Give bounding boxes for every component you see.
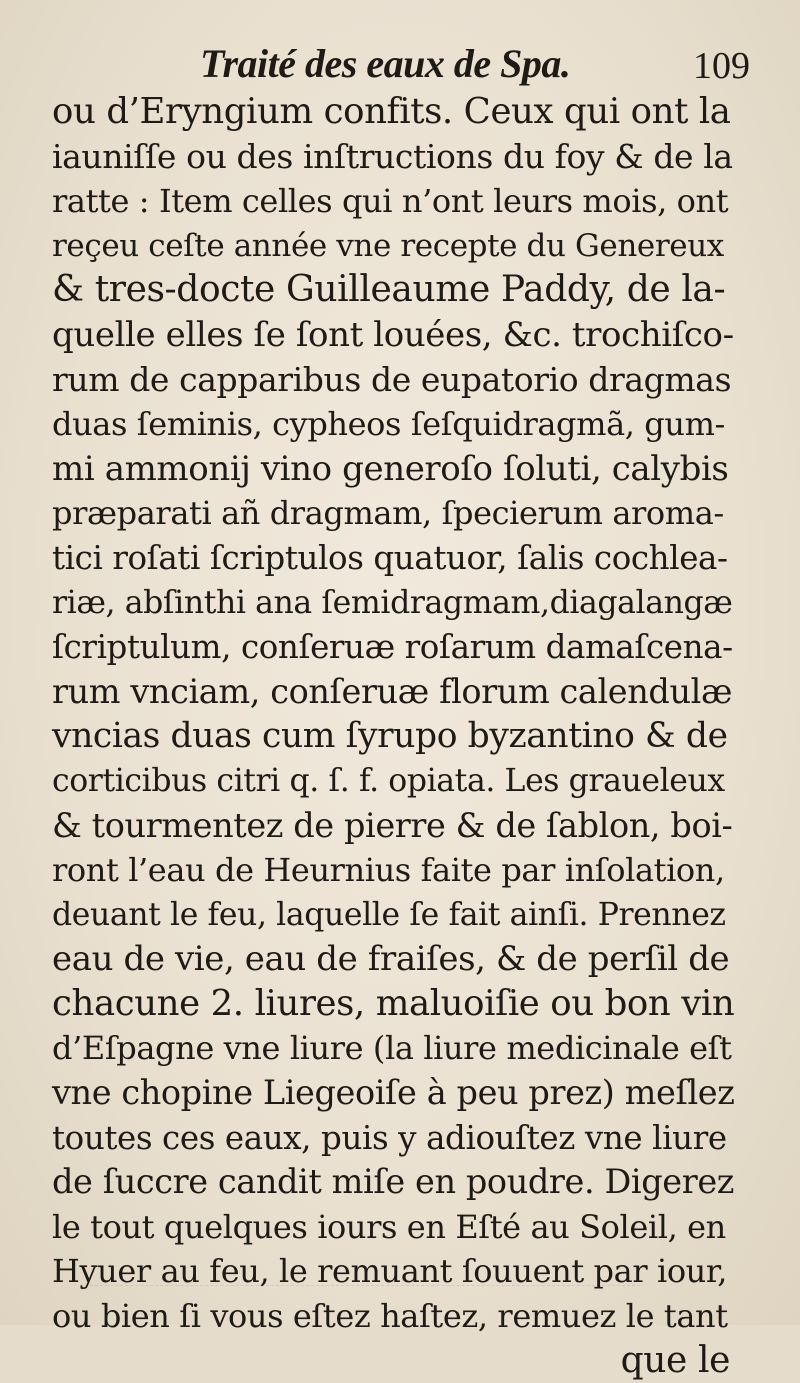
- catchword: que le: [620, 1339, 730, 1381]
- body-text: [52, 90, 734, 1383]
- text-line: vne chopine Liegeoiſe à peu prez) meſlez: [52, 1073, 735, 1113]
- text-line: vncias duas cum ſyrupo byzantino & de: [52, 716, 728, 757]
- text-line: ratte : Item celles qui n’ont leurs mois, ont: [52, 182, 729, 221]
- text-line: iauniſſe ou des inſtructions du foy & de la: [52, 136, 733, 176]
- page-number: 109: [693, 45, 750, 87]
- text-line: & tourmentez de pierre & de ſablon, boi-: [52, 805, 733, 845]
- text-line: le tout quelques iours en Eſté au Soleil, en: [52, 1207, 726, 1246]
- text-line: duas ſeminis, cypheos ſeſquidragmã, gum-: [52, 405, 725, 444]
- text-line: deuant le feu, laquelle ſe fait ainſi. Prennez: [52, 896, 726, 933]
- text-line: ou d’Eryngium confits. Ceux qui ont la: [52, 91, 731, 132]
- page-header: [40, 36, 760, 96]
- text-line: præparati añ dragmam, ſpecierum aroma-: [52, 494, 724, 533]
- text-line: mi ammonij vino generoſo ſoluti, calybis: [52, 448, 729, 489]
- text-line: chacune 2. liures, maluoiſie ou bon vin: [52, 982, 735, 1024]
- text-line: rum vnciam, conſeruæ florum calendulæ: [52, 671, 733, 711]
- text-line: reçeu ceſte année vne recepte du Genereux: [52, 227, 724, 264]
- text-line: & tres-docte Guilleaume Paddy, de la-: [52, 269, 726, 311]
- running-title: Traité des eaux de Spa.: [200, 41, 571, 86]
- text-line: riæ, abſinthi ana ſemidragmam,diagalangæ: [52, 584, 733, 621]
- text-line: quelle elles ſe ſont louées, &c. trochiſco-: [52, 314, 734, 355]
- text-line: eau de vie, eau de fraiſes, & de perſil de: [52, 939, 730, 980]
- text-line: toutes ces eaux, puis y adiouſtez vne liure: [52, 1118, 727, 1157]
- text-line: Hyuer au feu, le remuant ſouuent par iour,: [52, 1252, 728, 1291]
- text-line: ſcriptulum, conſeruæ roſarum damaſcena-: [52, 628, 733, 667]
- text-line: rum de capparibus de eupatorio dragmas: [52, 359, 732, 399]
- text-line: corticibus citri q. ſ. f. opiata. Les graueleux: [52, 762, 725, 799]
- bleed-through-shadow: [80, 1285, 640, 1306]
- text-line: de ſuccre candit miſe en poudre. Digerez: [52, 1162, 734, 1202]
- text-line: tici roſati ſcriptulos quatuor, ſalis cochlea-: [52, 538, 728, 577]
- text-line: d’Eſpagne vne liure (la liure medicinale eſt: [52, 1029, 732, 1068]
- text-line: ou bien ſi vous eſtez haſtez, remuez le tant: [52, 1297, 728, 1336]
- text-line: ront l’eau de Heurnius faite par inſolation,: [52, 851, 725, 890]
